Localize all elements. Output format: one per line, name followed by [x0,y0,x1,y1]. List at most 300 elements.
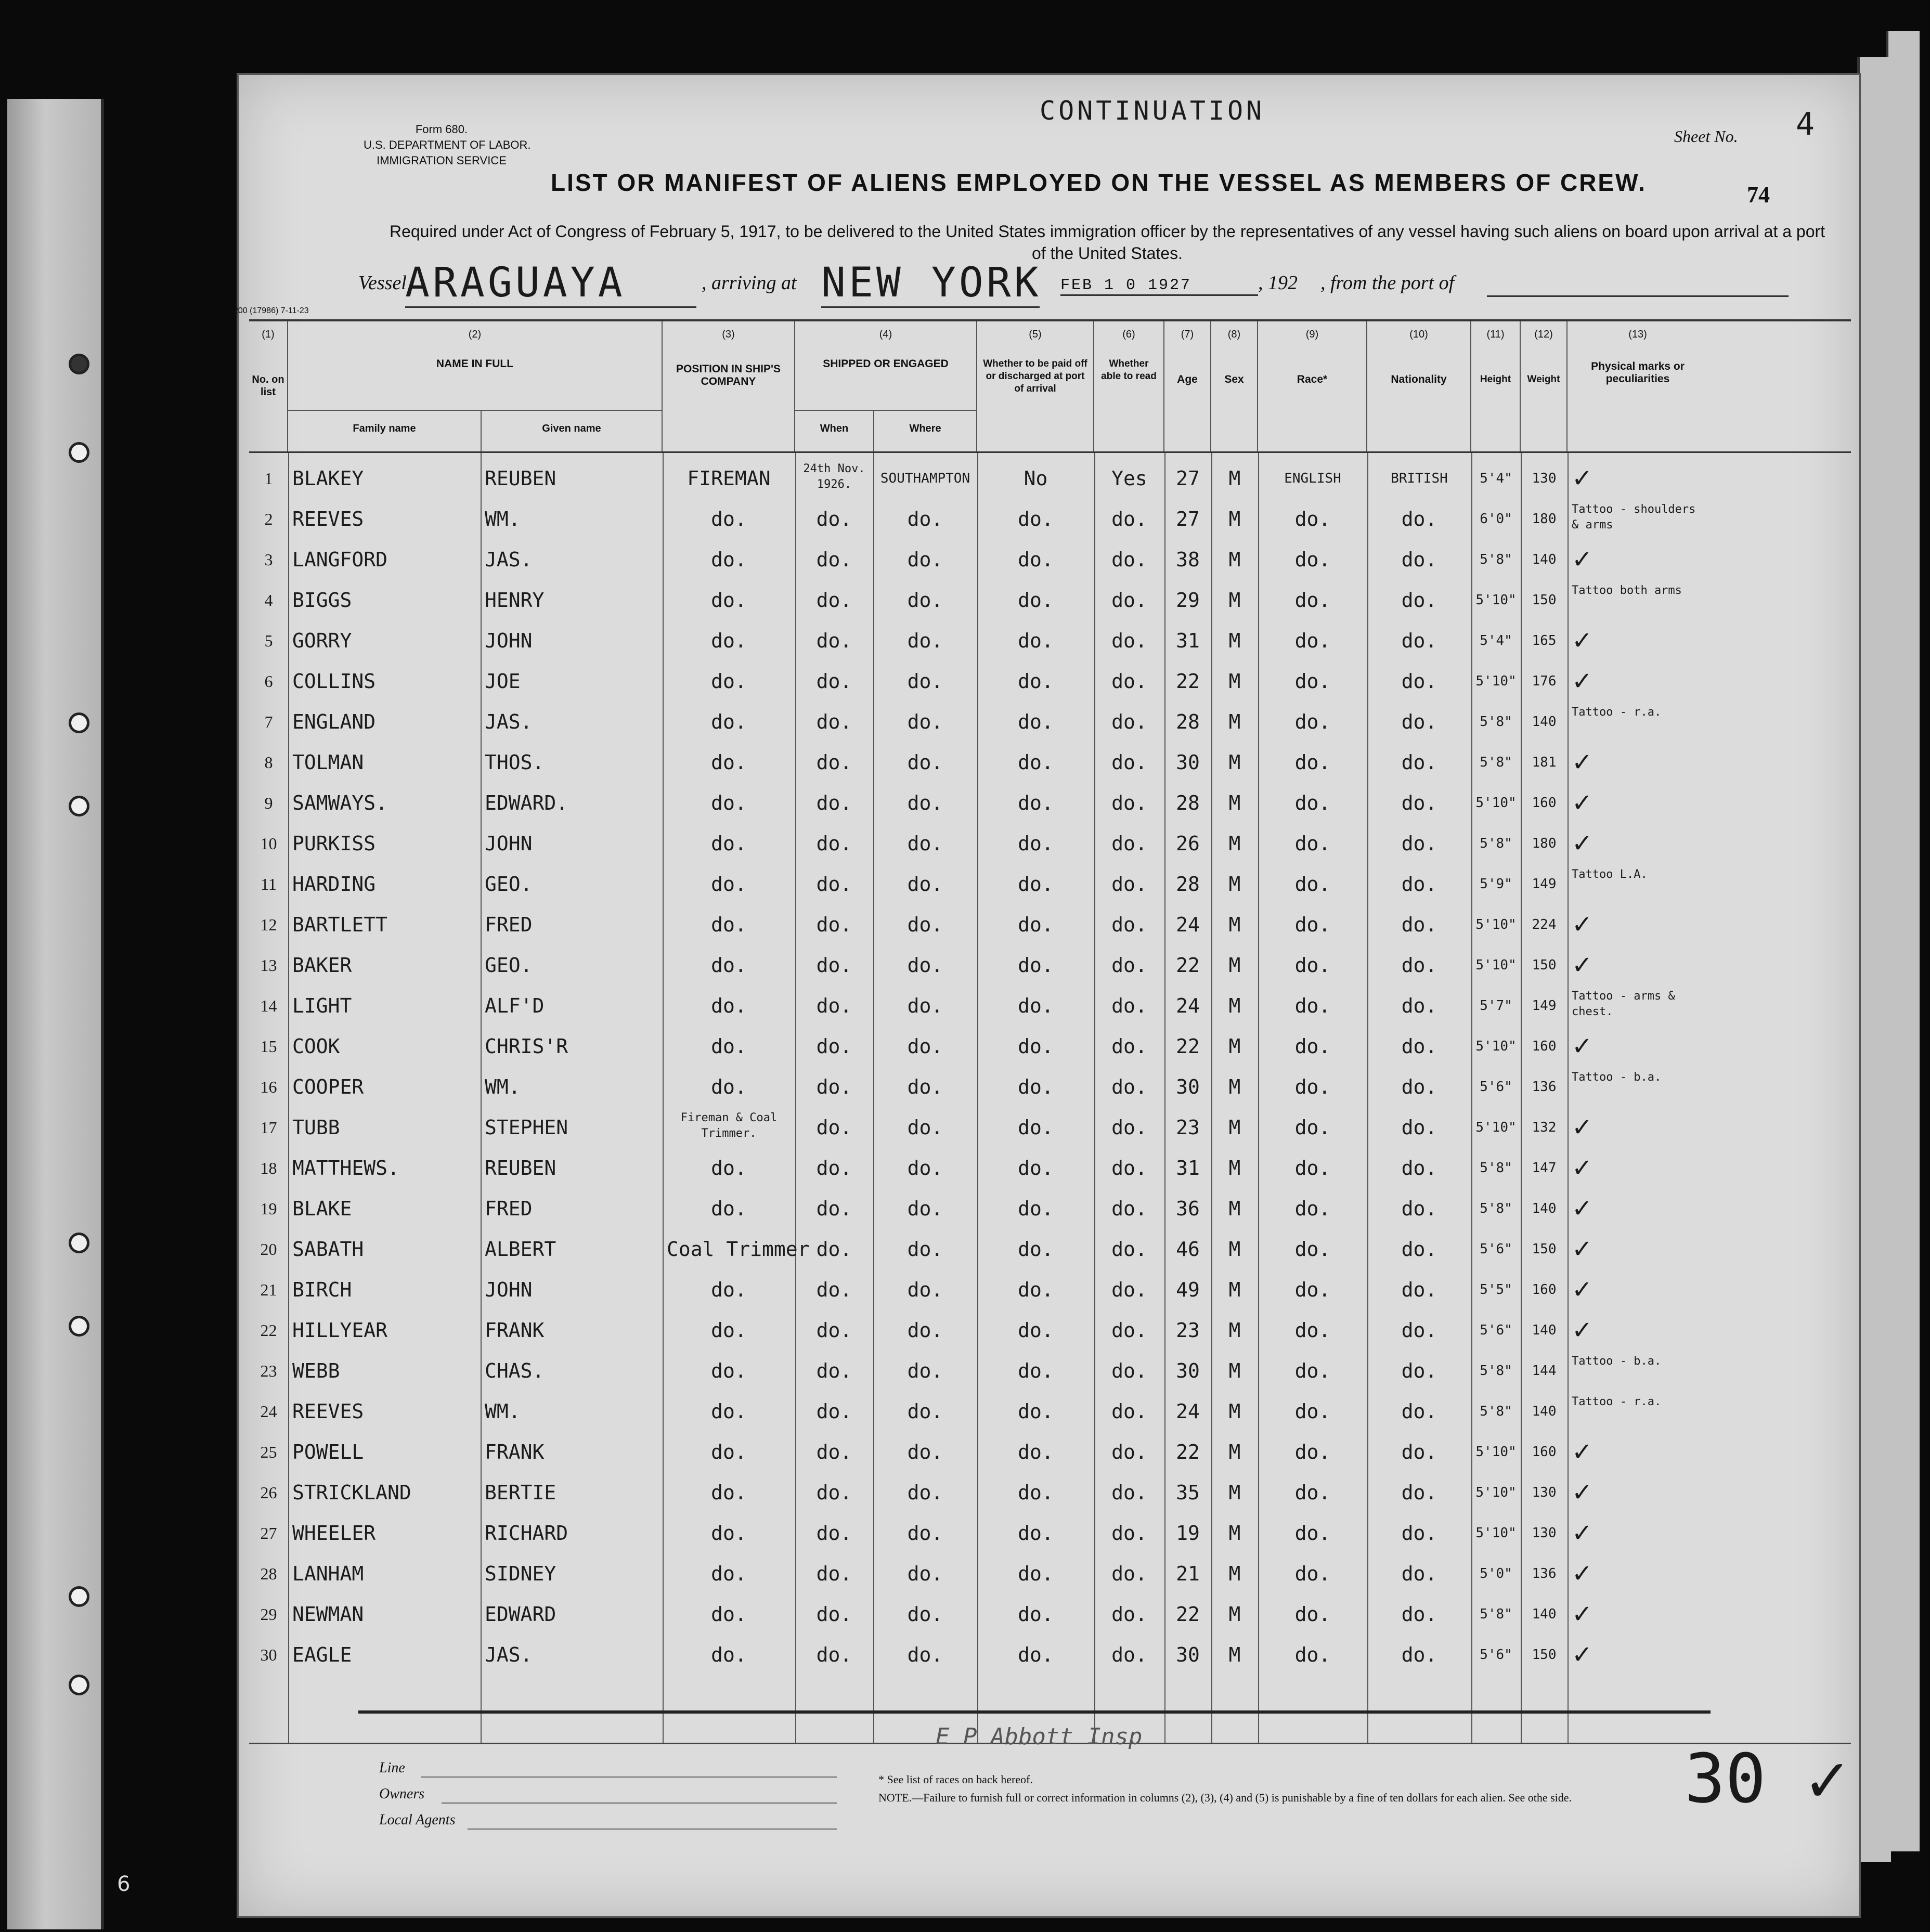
family-name: HARDING [292,873,376,896]
weight: 140 [1532,552,1557,567]
table-row [249,864,1851,904]
position: FIREMAN [687,467,771,490]
age: 23 [1176,1319,1200,1342]
family-name: BLAKEY [292,467,364,490]
weight: 160 [1532,795,1557,811]
position: do. [711,1643,747,1666]
family-name: BAKER [292,954,352,977]
sex: M [1228,1278,1241,1301]
family-name: TOLMAN [292,751,364,774]
row-number: 29 [260,1605,277,1624]
able-to-read: do. [1111,1075,1147,1098]
row-number: 9 [264,794,273,812]
position: do. [711,1319,747,1342]
position: do. [711,913,747,936]
race: do. [1294,1157,1331,1179]
age: 30 [1176,751,1200,774]
sex: M [1228,1116,1241,1139]
form-header [364,122,531,168]
paid-off: do. [1018,1643,1054,1666]
nationality: do. [1401,1197,1437,1220]
sex: M [1228,1441,1241,1463]
weight: 140 [1532,1606,1557,1622]
race: do. [1294,1603,1331,1626]
sex: M [1228,1197,1241,1220]
position: do. [711,1522,747,1545]
physical-marks: Tattoo - shoulders & arms [1572,503,1696,531]
height: 5'9" [1480,876,1512,892]
col-label: Whether to be paid off or discharged at port of arrival [983,358,1087,394]
age: 28 [1176,710,1200,733]
height: 5'8" [1480,836,1512,851]
weight: 150 [1532,1241,1557,1257]
age: 30 [1176,1359,1200,1382]
given-name: JOE [485,670,521,693]
nationality: do. [1401,670,1437,693]
position: do. [711,629,747,652]
able-to-read: do. [1111,1319,1147,1342]
position: do. [711,1400,747,1423]
able-to-read: do. [1111,1522,1147,1545]
able-to-read: do. [1111,792,1147,814]
shipped-when: do. [816,1359,852,1382]
age: 22 [1176,1035,1200,1058]
col-label: Race* [1297,373,1328,385]
sheet-number: 4 [1795,106,1815,142]
paid-off: do. [1018,548,1054,571]
service-name: IMMIGRATION SERVICE [377,154,507,167]
row-number: 28 [260,1564,277,1583]
height: 5'10" [1475,592,1517,608]
shipped-when: do. [816,670,852,693]
race: do. [1294,1522,1331,1545]
table-row [249,1269,1851,1310]
family-name: LIGHT [292,994,352,1017]
given-name: REUBEN [485,1157,556,1179]
position: do. [711,873,747,896]
paid-off: do. [1018,792,1054,814]
position: do. [711,1157,747,1179]
row-number: 26 [260,1483,277,1502]
race: do. [1294,670,1331,693]
col-number: (1) [262,329,275,340]
nationality: do. [1401,1643,1437,1666]
height: 5'8" [1480,755,1512,770]
row-number: 5 [264,631,273,650]
height: 5'4" [1480,633,1512,649]
family-name: ENGLAND [292,710,376,733]
physical-marks: ✓ [1572,626,1593,655]
position: Coal Trimmer [667,1238,810,1261]
shipped-where: do. [907,1319,943,1342]
row-number: 22 [260,1321,277,1340]
nationality: do. [1401,832,1437,855]
height: 5'8" [1480,1201,1512,1216]
shipped-where: do. [907,1481,943,1504]
given-name: ALBERT [485,1238,556,1261]
sex: M [1228,1157,1241,1179]
shipped-where: do. [907,670,943,693]
physical-marks: Tattoo - b.a. [1572,1355,1662,1368]
position: do. [711,710,747,733]
weight: 224 [1532,917,1557,932]
col-label: Weight [1527,374,1560,385]
sex: M [1228,1603,1241,1626]
paid-off: do. [1018,1319,1054,1342]
race: do. [1294,1643,1331,1666]
shipped-when: do. [816,1562,852,1585]
shipped-where: do. [907,1075,943,1098]
shipped-where: do. [907,1400,943,1423]
race: do. [1294,1197,1331,1220]
age: 24 [1176,913,1200,936]
nationality: do. [1401,1157,1437,1179]
age: 21 [1176,1562,1200,1585]
weight: 140 [1532,714,1557,730]
weight: 176 [1532,673,1557,689]
position: do. [711,1562,747,1585]
paid-off: do. [1018,954,1054,977]
age: 19 [1176,1522,1200,1545]
shipped-where: do. [907,1562,943,1585]
age: 22 [1176,1603,1200,1626]
family-name: BLAKE [292,1197,352,1220]
given-name: FRANK [485,1441,545,1463]
owners-field [442,1803,837,1804]
family-name: WHEELER [292,1522,376,1545]
col-number: (6) [1122,329,1135,340]
paid-off: do. [1018,1116,1054,1139]
col-number: (11) [1486,329,1505,340]
sheet-label: Sheet No. [1674,127,1738,146]
race: do. [1294,751,1331,774]
owners-label: Owners [379,1786,425,1802]
height: 5'6" [1480,1647,1512,1663]
given-name: STEPHEN [485,1116,568,1139]
sex: M [1228,832,1241,855]
family-name: SAMWAYS. [292,792,388,814]
nationality: do. [1401,792,1437,814]
weight: 150 [1532,592,1557,608]
physical-marks: ✓ [1572,788,1593,818]
age: 22 [1176,670,1200,693]
row-number: 17 [260,1118,277,1137]
shipped-when: do. [816,1603,852,1626]
age: 28 [1176,873,1200,896]
binder-hole [69,1675,89,1695]
table-row [249,1310,1851,1351]
col-sub-when: When [820,423,849,434]
shipped-when: 24th Nov. 1926. [803,462,865,491]
family-name: HILLYEAR [292,1319,388,1342]
col-number: (10) [1409,329,1428,340]
col-sub-given: Given name [542,423,601,434]
nationality: do. [1401,710,1437,733]
table-row [249,904,1851,945]
page-edge [1857,57,1891,1862]
table-row [249,1148,1851,1188]
shipped-where: do. [907,792,943,814]
sex: M [1228,913,1241,936]
shipped-when: do. [816,1035,852,1058]
given-name: JAS. [485,548,533,571]
table-row [249,783,1851,823]
paid-off: do. [1018,1157,1054,1179]
col-header-read [1094,321,1164,451]
height: 5'8" [1480,1606,1512,1622]
physical-marks: ✓ [1572,1437,1593,1467]
paid-off: do. [1018,1562,1054,1585]
row-number: 30 [260,1645,277,1664]
shipped-when: do. [816,629,852,652]
sex: M [1228,1238,1241,1261]
paid-off: do. [1018,1278,1054,1301]
shipped-where: do. [907,751,943,774]
vessel-name: ARAGUAYA [405,260,696,308]
row-number: 6 [264,672,273,691]
shipped-when: do. [816,1238,852,1261]
shipped-when: do. [816,710,852,733]
shipped-where: do. [907,1238,943,1261]
row-number: 23 [260,1362,277,1380]
row-number: 10 [260,834,277,853]
position: do. [711,832,747,855]
family-name: REEVES [292,508,364,530]
race: do. [1294,792,1331,814]
height: 5'8" [1480,1404,1512,1419]
height: 5'10" [1475,1444,1517,1460]
able-to-read: do. [1111,589,1147,612]
given-name: GEO. [485,954,533,977]
family-name: GORRY [292,629,352,652]
physical-marks: ✓ [1572,464,1593,493]
table-row [249,499,1851,539]
able-to-read: do. [1111,1197,1147,1220]
shipped-when: do. [816,1400,852,1423]
line-label: Line [379,1760,405,1776]
height: 5'10" [1475,795,1517,811]
sex: M [1228,1522,1241,1545]
height: 5'4" [1480,471,1512,486]
given-name: GEO. [485,873,533,896]
sex: M [1228,1400,1241,1423]
shipped-when: do. [816,589,852,612]
nationality: do. [1401,1035,1437,1058]
weight: 150 [1532,957,1557,973]
binder-hole [69,796,89,816]
table-row [249,742,1851,783]
table-body [249,453,1851,1743]
row-number: 19 [260,1199,277,1218]
race: do. [1294,1441,1331,1463]
from-port-label: , from the port of [1320,272,1455,294]
paid-off: do. [1018,1603,1054,1626]
col-label: Nationality [1391,373,1447,385]
nationality: do. [1401,1522,1437,1545]
able-to-read: do. [1111,1035,1147,1058]
height: 5'8" [1480,714,1512,730]
position: do. [711,1441,747,1463]
paid-off: do. [1018,1359,1054,1382]
inspector-signature: E P Abbott Insp [936,1723,1143,1750]
race: do. [1294,1116,1331,1139]
race: do. [1294,508,1331,530]
nationality: do. [1401,1075,1437,1098]
weight: 180 [1532,836,1557,851]
sex: M [1228,1562,1241,1585]
height: 5'10" [1475,1120,1517,1135]
family-name: STRICKLAND [292,1481,411,1504]
paid-off: do. [1018,1441,1054,1463]
col-sub-family: Family name [353,423,416,434]
shipped-when: do. [816,1643,852,1666]
nationality: do. [1401,1603,1437,1626]
paid-off: do. [1018,670,1054,693]
table-row [249,539,1851,580]
page-number: 74 [1747,182,1770,208]
row-number: 15 [260,1037,277,1056]
table-row [249,1391,1851,1432]
position: do. [711,1035,747,1058]
weight: 160 [1532,1039,1557,1054]
nationality: do. [1401,1400,1437,1423]
row-number: 7 [264,712,273,731]
physical-marks: Tattoo - r.a. [1572,1395,1662,1408]
able-to-read: do. [1111,1157,1147,1179]
paid-off: do. [1018,1481,1054,1504]
age: 22 [1176,1441,1200,1463]
physical-marks: ✓ [1572,829,1593,858]
weight: 130 [1532,1485,1557,1500]
nationality: do. [1401,994,1437,1017]
height: 5'0" [1480,1566,1512,1581]
shipped-where: do. [907,710,943,733]
physical-marks: ✓ [1572,1235,1593,1264]
shipped-when: do. [816,873,852,896]
race: do. [1294,1562,1331,1585]
able-to-read: do. [1111,1481,1147,1504]
end-of-list-rule [358,1710,1711,1714]
physical-marks: ✓ [1572,1153,1593,1183]
nationality: do. [1401,1441,1437,1463]
age: 49 [1176,1278,1200,1301]
weight: 136 [1532,1079,1557,1095]
arriving-label: , arriving at [702,272,797,294]
given-name: EDWARD [485,1603,556,1626]
able-to-read: do. [1111,1643,1147,1666]
age: 31 [1176,1157,1200,1179]
given-name: ALF'D [485,994,545,1017]
sex: M [1228,467,1241,490]
col-header-paid [977,321,1094,451]
physical-marks: ✓ [1572,748,1593,777]
binder-hole [69,1316,89,1337]
binder-hole [69,1586,89,1607]
nationality: do. [1401,954,1437,977]
paid-off: do. [1018,873,1054,896]
given-name: CHRIS'R [485,1035,568,1058]
family-name: POWELL [292,1441,364,1463]
able-to-read: do. [1111,954,1147,977]
arriving-port: NEW YORK [821,260,1040,308]
position: do. [711,751,747,774]
races-note: * See list of races on back hereof. [878,1773,1033,1786]
sex: M [1228,589,1241,612]
age: 27 [1176,508,1200,530]
manifest-subtitle: Required under Act of Congress of February 5, 1917, to be delivered to the United States immigration officer by the representatives of any vessel having such aliens on board upon arrival at a port of the United States. [389,222,1825,263]
nationality: do. [1401,1278,1437,1301]
family-name: BIRCH [292,1278,352,1301]
binder-hole [69,1233,89,1253]
able-to-read: do. [1111,1441,1147,1463]
height: 5'8" [1480,1160,1512,1176]
able-to-read: do. [1111,1359,1147,1382]
physical-marks: ✓ [1572,1194,1593,1223]
physical-marks: ✓ [1572,1640,1593,1669]
race: do. [1294,1359,1331,1382]
nationality: do. [1401,548,1437,571]
given-name: BERTIE [485,1481,556,1504]
form-number: Form 680. [415,123,468,136]
paid-off: do. [1018,1035,1054,1058]
table-row [249,1513,1851,1553]
arrival-date-stamp: FEB 1 0 1927 [1060,277,1258,296]
col-label: Height [1480,374,1511,385]
race: do. [1294,710,1331,733]
row-number: 20 [260,1240,277,1259]
nationality: do. [1401,1359,1437,1382]
weight: 130 [1532,471,1557,486]
table-row [249,945,1851,986]
weight: 165 [1532,633,1557,649]
age: 35 [1176,1481,1200,1504]
manifest-sheet [234,73,1861,1918]
physical-marks: Tattoo - b.a. [1572,1071,1662,1084]
binder-strip [7,99,104,1929]
age: 28 [1176,792,1200,814]
family-name: LANHAM [292,1562,364,1585]
shipped-where: do. [907,629,943,652]
col-header-sex [1211,321,1258,451]
col-header-position [663,321,795,451]
shipped-where: do. [907,1522,943,1545]
shipped-when: do. [816,1197,852,1220]
nationality: do. [1401,1319,1437,1342]
given-name: JOHN [485,1278,533,1301]
race: ENGLISH [1284,471,1341,486]
weight: 149 [1532,876,1557,892]
able-to-read: do. [1111,1278,1147,1301]
physical-marks: Tattoo L.A. [1572,868,1648,881]
age: 46 [1176,1238,1200,1261]
binder-hole [69,354,89,374]
table-row [249,661,1851,702]
physical-marks: ✓ [1572,1113,1593,1142]
sex: M [1228,1075,1241,1098]
sex: M [1228,1359,1241,1382]
row-number: 18 [260,1159,277,1177]
department-name: U.S. DEPARTMENT OF LABOR. [364,138,531,151]
col-header-weight [1521,321,1568,451]
agents-label: Local Agents [379,1812,456,1828]
height: 5'7" [1480,998,1512,1014]
race: do. [1294,1238,1331,1261]
sex: M [1228,670,1241,693]
race: do. [1294,1075,1331,1098]
age: 38 [1176,548,1200,571]
weight: 147 [1532,1160,1557,1176]
age: 30 [1176,1643,1200,1666]
